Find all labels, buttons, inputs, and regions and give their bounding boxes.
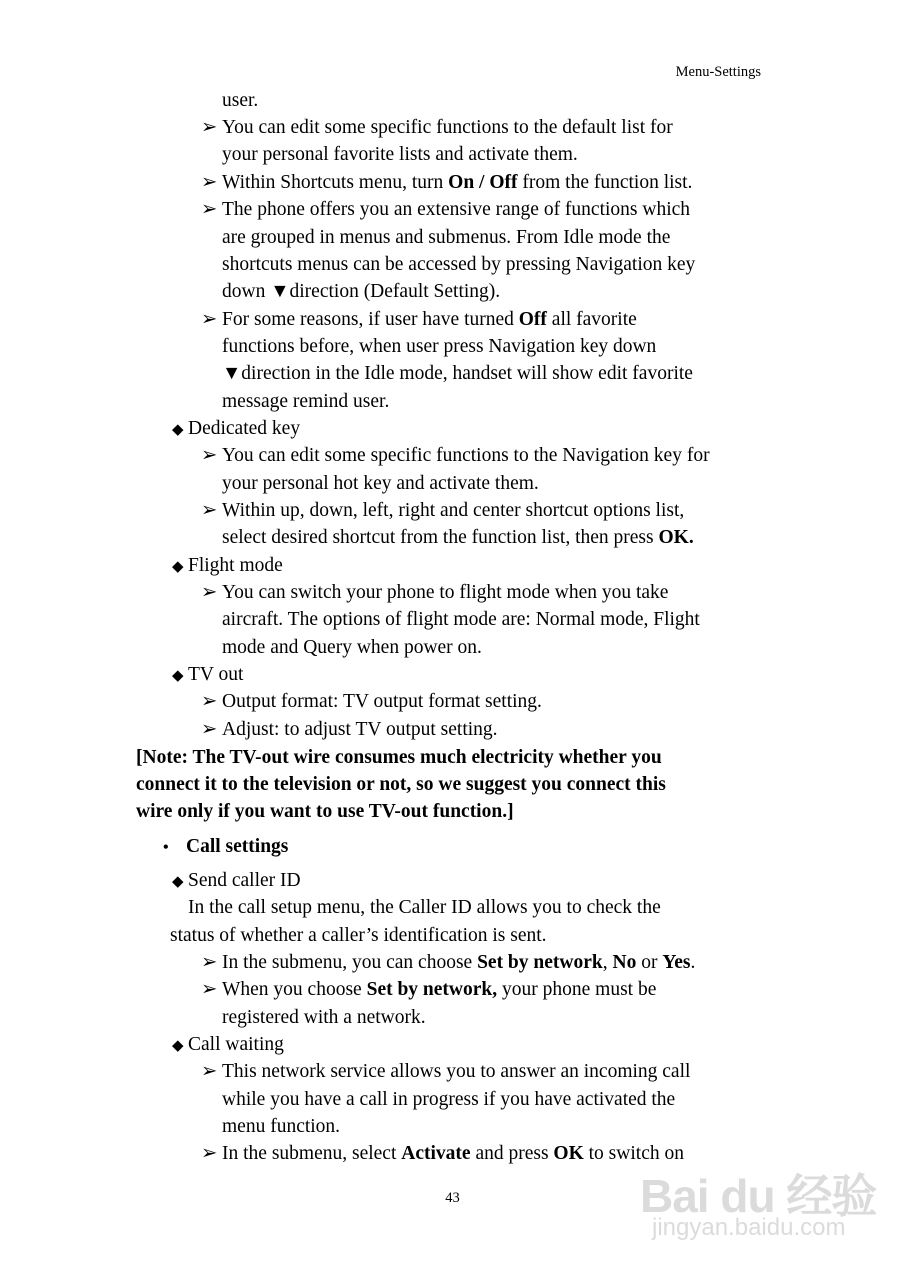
text-line: your personal hot key and activate them. bbox=[222, 473, 539, 494]
text-line: message remind user. bbox=[222, 391, 390, 412]
watermark-logo: Bai du 经验 bbox=[640, 1170, 877, 1222]
diamond-bullet-icon: ◆ bbox=[172, 559, 184, 575]
arrow-bullet-icon: ➢ bbox=[201, 445, 218, 466]
diamond-bullet-icon: ◆ bbox=[172, 668, 184, 684]
arrow-bullet-icon: ➢ bbox=[201, 1143, 218, 1164]
text-line: status of whether a caller’s identification is sent. bbox=[170, 925, 547, 946]
page-number: 43 bbox=[445, 1190, 460, 1206]
text-line: are grouped in menus and submenus. From Idle mode the bbox=[222, 227, 671, 248]
diamond-item: ◆ Call waiting bbox=[172, 1031, 284, 1060]
arrow-item: ➢ When you choose Set by network, your phone must be bbox=[201, 976, 656, 1003]
text-line: mode and Query when power on. bbox=[222, 637, 482, 658]
running-header: Menu-Settings bbox=[675, 64, 761, 80]
arrow-item: ➢ In the submenu, select Activate and press OK to switch on bbox=[201, 1140, 684, 1167]
text-line: down ▼direction (Default Setting). bbox=[222, 281, 501, 302]
arrow-bullet-icon: ➢ bbox=[201, 1061, 218, 1082]
arrow-item bbox=[201, 114, 673, 141]
arrow-bullet-icon: ➢ bbox=[201, 117, 218, 138]
note-line: [Note: The TV-out wire consumes much electricity whether you bbox=[136, 747, 662, 768]
arrow-bullet-icon: ➢ bbox=[201, 952, 218, 973]
arrow-item: ➢ Within Shortcuts menu, turn On / Off from the function list. bbox=[201, 169, 692, 196]
diamond-item: ◆ Flight mode bbox=[172, 552, 283, 581]
arrow-bullet-icon: ➢ bbox=[201, 500, 218, 521]
arrow-item: ➢ In the submenu, you can choose Set by network, No or Yes. bbox=[201, 949, 695, 976]
text-line: your personal favorite lists and activate them. bbox=[222, 144, 578, 165]
text-line: registered with a network. bbox=[222, 1007, 426, 1028]
diamond-bullet-icon: ◆ bbox=[172, 1038, 184, 1054]
arrow-item: ➢ Adjust: to adjust TV output setting. bbox=[201, 716, 498, 743]
watermark-url: jingyan.baidu.com bbox=[652, 1214, 846, 1241]
arrow-item: ➢ Output format: TV output format setting. bbox=[201, 688, 542, 715]
diamond-bullet-icon: ◆ bbox=[172, 422, 184, 438]
diamond-item: ◆ Send caller ID bbox=[172, 867, 301, 896]
text-line: ▼direction in the Idle mode, handset will show edit favorite bbox=[222, 363, 693, 384]
text-line: functions before, when user press Navigation key down bbox=[222, 336, 657, 357]
arrow-bullet-icon: ➢ bbox=[201, 691, 218, 712]
text-line: In the call setup menu, the Caller ID allows you to check the bbox=[188, 897, 661, 918]
arrow-item: ➢ For some reasons, if user have turned Off all favorite bbox=[201, 306, 637, 333]
arrow-bullet-icon: ➢ bbox=[201, 979, 218, 1000]
text-line: shortcuts menus can be accessed by pressing Navigation key bbox=[222, 254, 696, 275]
arrow-item: ➢ You can switch your phone to flight mode when you take bbox=[201, 579, 668, 606]
arrow-bullet-icon: ➢ bbox=[201, 309, 218, 330]
bullet-dot-icon: • bbox=[163, 839, 169, 856]
diamond-item: ◆ Dedicated key bbox=[172, 415, 300, 444]
item-text: You can edit some specific functions to the default list for bbox=[222, 117, 673, 138]
arrow-item: ➢ Within up, down, left, right and center shortcut options list, bbox=[201, 497, 684, 524]
note-line: wire only if you want to use TV-out function.] bbox=[136, 801, 514, 822]
arrow-bullet-icon: ➢ bbox=[201, 582, 218, 603]
text-line: menu function. bbox=[222, 1116, 341, 1137]
diamond-bullet-icon: ◆ bbox=[172, 874, 184, 890]
text-line: user. bbox=[222, 90, 259, 111]
arrow-item: ➢ This network service allows you to answer an incoming call bbox=[201, 1058, 690, 1085]
text-line: aircraft. The options of flight mode are: Normal mode, Flight bbox=[222, 609, 700, 630]
text-line: while you have a call in progress if you have activated the bbox=[222, 1089, 676, 1110]
note-line: connect it to the television or not, so we suggest you connect this bbox=[136, 774, 666, 795]
arrow-item: ➢ The phone offers you an extensive range of functions which bbox=[201, 196, 690, 223]
diamond-item: ◆ TV out bbox=[172, 661, 243, 690]
arrow-bullet-icon: ➢ bbox=[201, 199, 218, 220]
arrow-bullet-icon: ➢ bbox=[201, 719, 218, 740]
text-line: select desired shortcut from the function list, then press OK. bbox=[222, 527, 694, 548]
arrow-bullet-icon: ➢ bbox=[201, 172, 218, 193]
section-heading: • Call settings bbox=[163, 833, 288, 861]
baidu-watermark bbox=[640, 1140, 890, 1250]
arrow-item: ➢ You can edit some specific functions to the Navigation key for bbox=[201, 442, 710, 469]
